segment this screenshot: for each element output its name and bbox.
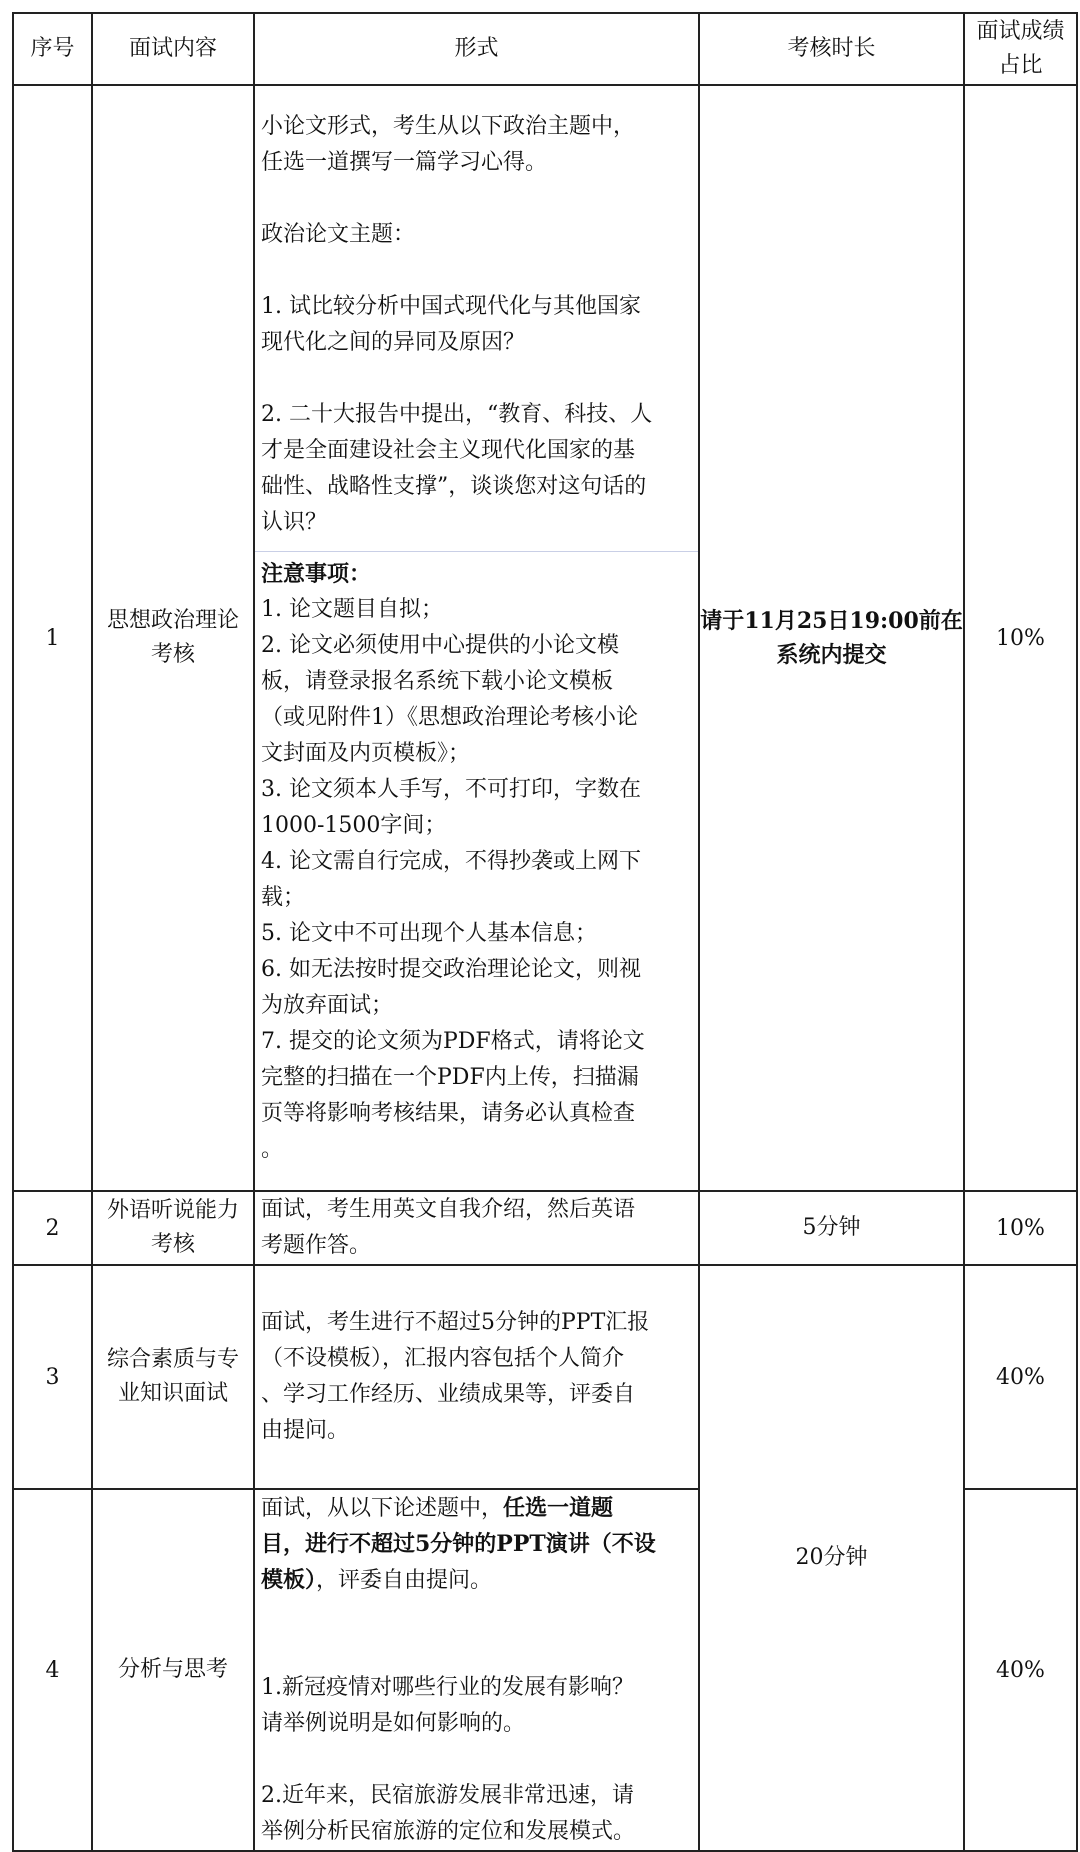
text: 、学习工作经历、业绩成果等，评委自 — [261, 1382, 636, 1407]
text: 认识？ — [261, 509, 328, 535]
header-ratio-line: 面试成绩 — [976, 19, 1065, 44]
interview-table — [12, 12, 1078, 1852]
form-line — [261, 592, 692, 628]
text: 1.新冠疫情对哪些行业的发展有影响？ — [261, 1675, 634, 1700]
header-duration: 考核时长 — [699, 13, 964, 85]
bold-text: 注意事项： — [261, 560, 372, 587]
form-line — [261, 1634, 692, 1670]
content-line: 思想政治理论 — [106, 608, 239, 633]
text: 小论文形式，考生从以下政治主题中， — [261, 113, 636, 139]
text: 政治论文主题： — [261, 221, 416, 247]
content-line: 考核 — [150, 642, 195, 667]
bold-text: 目，进行不超过5分钟的PPT演讲（不设 — [261, 1531, 656, 1557]
form-line — [261, 556, 692, 592]
text: 举例分析民宿旅游的定位和发展模式。 — [261, 1819, 636, 1844]
form-line — [261, 397, 692, 433]
form-line — [261, 880, 692, 916]
form-line — [261, 1341, 692, 1377]
text: 考题作答。 — [261, 1233, 372, 1258]
duration-line: 请于11月25日19:00前在 — [700, 608, 963, 634]
form-line — [261, 1024, 692, 1060]
interview-content — [92, 1489, 254, 1851]
form-line — [261, 217, 692, 253]
duration-line: 20分钟 — [795, 1545, 868, 1570]
content-line: 外语听说能力 — [106, 1198, 239, 1223]
header-row — [13, 13, 1077, 85]
text: 为放弃面试； — [261, 992, 394, 1018]
text: 页等将影响考核结果，请务必认真检查 — [261, 1100, 636, 1126]
assessment-duration — [699, 1191, 964, 1265]
table-row — [13, 85, 1077, 1191]
form-line — [261, 505, 692, 541]
text: 2. 论文必须使用中心提供的小论文模 — [261, 632, 619, 658]
form-line — [261, 1742, 692, 1778]
form-line — [261, 289, 692, 325]
content-line: 业知识面试 — [117, 1381, 228, 1406]
form-line — [261, 325, 692, 361]
form-line — [261, 916, 692, 952]
header-content: 面试内容 — [92, 13, 254, 85]
duration-line: 5分钟 — [802, 1215, 861, 1240]
text: 4. 论文需自行完成，不得抄袭或上网下 — [261, 848, 641, 874]
section-divider — [255, 551, 698, 552]
form-line — [261, 109, 692, 145]
form-line — [261, 844, 692, 880]
form-line — [261, 1096, 692, 1132]
text: 载； — [261, 884, 306, 910]
text: 任选一道撰写一篇学习心得。 — [261, 149, 548, 175]
assessment-duration — [699, 1265, 964, 1851]
text: 面试，考生进行不超过5分钟的PPT汇报 — [261, 1310, 650, 1335]
text: （或见附件1）《思想政治理论考核小论 — [261, 704, 638, 730]
form-line — [261, 469, 692, 505]
header-ratio — [964, 13, 1077, 85]
row-number: 2 — [13, 1191, 92, 1265]
form-line — [261, 1228, 692, 1264]
text: 2.近年来，民宿旅游发展非常迅速，请 — [261, 1783, 634, 1808]
form-line — [261, 1814, 692, 1850]
text: 才是全面建设社会主义现代化国家的基 — [261, 437, 636, 463]
text: 面试，考生用英文自我介绍，然后英语 — [261, 1197, 636, 1222]
form-line — [261, 772, 692, 808]
text: 面试，从以下论述题中， — [261, 1496, 504, 1521]
score-ratio: 40% — [964, 1265, 1077, 1489]
interview-content — [92, 85, 254, 1191]
form-line — [261, 1562, 692, 1598]
text: 6. 如无法按时提交政治理论论文，则视 — [261, 956, 641, 982]
form-description — [254, 1489, 699, 1851]
header-ratio-line: 占比 — [998, 53, 1043, 78]
content-line: 分析与思考 — [117, 1657, 228, 1682]
text: 现代化之间的异同及原因？ — [261, 329, 526, 355]
form-line — [261, 988, 692, 1024]
header-form: 形式 — [254, 13, 699, 85]
form-line — [261, 700, 692, 736]
text: 1. 试比较分析中国式现代化与其他国家 — [261, 293, 641, 319]
row-number: 3 — [13, 1265, 92, 1489]
form-line — [261, 1132, 692, 1168]
form-line — [261, 1526, 692, 1562]
text: 由提问。 — [261, 1418, 350, 1443]
form-line — [261, 736, 692, 772]
text: 3. 论文须本人手写，不可打印，字数在 — [261, 776, 641, 802]
table-row — [13, 1265, 1077, 1489]
form-line — [261, 628, 692, 664]
form-line — [261, 808, 692, 844]
text: 1. 论文题目自拟； — [261, 596, 443, 622]
bold-text: 模板） — [261, 1567, 317, 1593]
text: 板，请登录报名系统下载小论文模板 — [261, 668, 614, 694]
score-ratio: 10% — [964, 1191, 1077, 1265]
score-ratio: 10% — [964, 85, 1077, 1191]
text: 文封面及内页模板》； — [261, 740, 471, 766]
text: 请举例说明是如何影响的。 — [261, 1711, 526, 1736]
bold-text: 任选一道题 — [503, 1495, 614, 1521]
table-row — [13, 1191, 1077, 1265]
assessment-duration — [699, 85, 964, 1191]
content-line: 综合素质与专 — [106, 1347, 239, 1372]
duration-line: 系统内提交 — [776, 642, 887, 668]
form-line — [261, 181, 692, 217]
text: 1000-1500字间； — [261, 812, 447, 838]
form-line — [261, 253, 692, 289]
form-line — [261, 145, 692, 181]
text: 5. 论文中不可出现个人基本信息； — [261, 920, 597, 946]
text: 。 — [261, 1136, 284, 1162]
interview-content — [92, 1191, 254, 1265]
row-number: 1 — [13, 85, 92, 1191]
form-line — [261, 433, 692, 469]
text: 完整的扫描在一个PDF内上传，扫描漏 — [261, 1064, 639, 1090]
form-line — [261, 1413, 692, 1449]
score-ratio: 40% — [964, 1489, 1077, 1851]
form-line — [261, 952, 692, 988]
content-line: 考核 — [150, 1232, 195, 1257]
form-description — [254, 1265, 699, 1489]
form-line — [261, 1490, 692, 1526]
text: 7. 提交的论文须为PDF格式，请将论文 — [261, 1028, 645, 1054]
row-number: 4 — [13, 1489, 92, 1851]
form-line — [261, 361, 692, 397]
form-line — [261, 1670, 692, 1706]
form-line — [261, 664, 692, 700]
form-line — [261, 1706, 692, 1742]
form-line — [261, 1305, 692, 1341]
form-line — [261, 1778, 692, 1814]
form-line — [261, 1377, 692, 1413]
text: 2. 二十大报告中提出，“教育、科技、人 — [261, 401, 653, 427]
form-line — [261, 1060, 692, 1096]
form-description — [254, 1191, 699, 1265]
text: ，评委自由提问。 — [316, 1568, 493, 1593]
text: 础性、战略性支撑”，谈谈您对这句话的 — [261, 473, 647, 499]
text: （不设模板），汇报内容包括个人简介 — [261, 1346, 625, 1371]
interview-content — [92, 1265, 254, 1489]
form-line — [261, 1598, 692, 1634]
form-line — [261, 1192, 692, 1228]
header-no: 序号 — [13, 13, 92, 85]
form-description — [254, 85, 699, 1191]
